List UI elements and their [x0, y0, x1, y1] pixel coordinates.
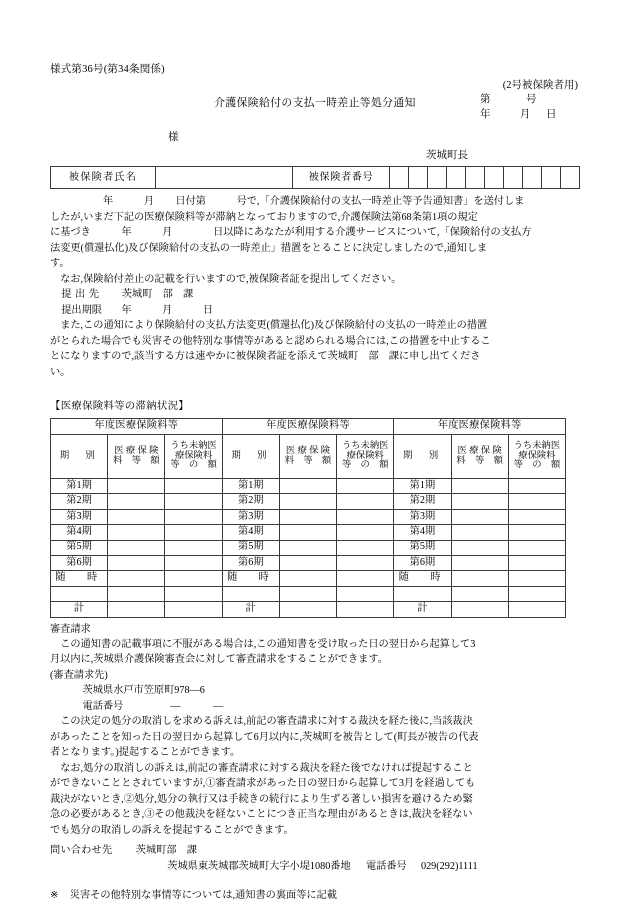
date-year-label: 年	[480, 108, 491, 120]
unpaid-cell[interactable]	[165, 586, 222, 601]
submit-to-value: 茨城町 部 課	[121, 289, 194, 301]
contact-label: 問い合わせ先	[50, 845, 113, 857]
submit-to-row	[50, 287, 580, 303]
table-row	[51, 571, 566, 586]
appeal-paragraph-3-line3: 裁決がないとき,②処分,処分の執行又は手続きの続行により生ずる著しい損害を避けるため緊	[50, 793, 473, 805]
appeal-destination-address: 茨城県水戸市笠原町978—6	[82, 685, 205, 697]
unpaid-cell[interactable]	[508, 540, 565, 555]
arrears-col-unpaid-line: うち未納医	[513, 440, 561, 451]
arrears-col-unpaid-line: うち未納医	[170, 440, 217, 451]
appeal-destination-label: (審査請求先)	[50, 669, 108, 681]
appeal-paragraph-2-line2: があったことを知った日の翌日から起算して6月以内に,茨城町を被告として(町長が被告の代表	[50, 731, 479, 743]
unpaid-cell[interactable]	[508, 479, 565, 494]
period-label: 第1期	[394, 479, 451, 494]
body-paragraph-3-line3: とになりますので,該当する方は速やかに被保険者証を添えて茨城町 部 課に申し出てくださ	[50, 351, 481, 363]
insured-number-digit[interactable]	[485, 167, 504, 189]
amount-cell[interactable]	[108, 556, 165, 571]
period-label: 第4期	[222, 525, 279, 540]
amount-cell[interactable]	[451, 556, 508, 571]
period-label: 第3期	[51, 509, 108, 524]
arrears-table	[50, 418, 566, 618]
amount-cell[interactable]	[108, 586, 165, 601]
total-label: 計	[51, 602, 108, 617]
insured-number-digit[interactable]	[428, 167, 447, 189]
insured-number-digit[interactable]	[447, 167, 466, 189]
insured-number-digit[interactable]	[523, 167, 542, 189]
body-paragraph-2: なお,保険給付差止の記載を行いますので,被保険者証を提出してください。	[60, 273, 402, 285]
unpaid-cell[interactable]	[337, 494, 394, 509]
addressee-honorific: 様	[168, 131, 179, 143]
para1-line3-tail: 日以降にあなたが利用する介護サービスについて,「保険給付の支払方	[213, 227, 532, 239]
amount-cell[interactable]	[108, 525, 165, 540]
arrears-col-unpaid-line: 等 の 額	[341, 460, 389, 471]
unpaid-cell[interactable]	[337, 586, 394, 601]
unpaid-cell[interactable]	[165, 479, 222, 494]
insured-kind-label: (2号被保険者用)	[502, 79, 578, 91]
amount-cell[interactable]	[108, 479, 165, 494]
unpaid-cell[interactable]	[337, 571, 394, 586]
arrears-col-amount	[279, 435, 336, 479]
body-paragraph-1	[50, 194, 580, 210]
arrears-section-title: 【医療保険料等の滞納状況】	[50, 401, 189, 413]
arrears-col-period: 期 別	[222, 435, 279, 479]
body-paragraph-1-line4: 法変更(償還払化)及び保険給付の支払の一時差止」措置をとることに決定しましたので,通知しま	[50, 242, 488, 254]
para1-month: 月	[143, 196, 154, 208]
arrears-col-amount-line: 医 療 保 険	[285, 445, 331, 456]
para1-y2: 年	[121, 227, 132, 239]
footnote-row	[50, 888, 580, 903]
table-row	[51, 509, 566, 524]
form-sheet	[50, 62, 580, 903]
insured-number-digit[interactable]	[504, 167, 523, 189]
period-label-blank[interactable]	[394, 586, 451, 601]
total-amount-cell[interactable]	[451, 602, 508, 617]
period-label: 第6期	[51, 556, 108, 571]
unpaid-cell[interactable]	[165, 494, 222, 509]
period-label: 第5期	[222, 540, 279, 555]
amount-cell[interactable]	[279, 509, 336, 524]
total-label: 計	[222, 602, 279, 617]
period-label-anytime: 随 時	[394, 571, 451, 586]
period-label: 第5期	[394, 540, 451, 555]
para1-tail: 号で,「介護保険給付の支払一時差止等予告通知書」を送付しま	[236, 196, 525, 208]
unpaid-cell[interactable]	[508, 494, 565, 509]
contact-department: 部 課	[166, 845, 197, 857]
issuer-name: 茨城町長	[426, 149, 468, 161]
submit-to-label: 提出先	[61, 289, 103, 301]
insured-number-digit[interactable]	[409, 167, 428, 189]
unpaid-cell[interactable]	[508, 556, 565, 571]
unpaid-cell[interactable]	[337, 509, 394, 524]
para1-m2: 月	[162, 227, 173, 239]
body-paragraph-1-line5: す。	[50, 258, 70, 270]
period-label: 第2期	[222, 494, 279, 509]
amount-cell[interactable]	[279, 525, 336, 540]
unpaid-cell[interactable]	[165, 556, 222, 571]
amount-cell[interactable]	[279, 540, 336, 555]
table-row	[51, 479, 566, 494]
arrears-col-period: 期 別	[51, 435, 108, 479]
appeal-tel-dash: —	[213, 700, 224, 712]
arrears-col-period: 期 別	[394, 435, 451, 479]
arrears-column-header-row	[51, 435, 566, 479]
document-number-line	[480, 92, 572, 107]
contact-tel-label: 電話番号	[365, 860, 407, 872]
amount-cell[interactable]	[451, 540, 508, 555]
period-label: 第1期	[51, 479, 108, 494]
contact-tel-value: 029(292)1111	[420, 860, 478, 872]
amount-cell[interactable]	[108, 494, 165, 509]
footnote-mark-icon: ※	[50, 890, 59, 902]
body-paragraph-1-line3	[50, 225, 580, 241]
arrears-col-amount-line: 医 療 保 険	[457, 445, 502, 456]
amount-cell[interactable]	[451, 479, 508, 494]
table-row	[51, 602, 566, 617]
insured-name-label: 被保険者氏名	[51, 167, 156, 189]
unpaid-cell[interactable]	[165, 540, 222, 555]
appeal-paragraph-2-line3: 者となります。)提起することができます。	[50, 747, 241, 759]
document-number-block	[480, 92, 572, 122]
appeal-paragraph-1-line1: この通知書の記載事項に不服がある場合は,この通知書を受け取った日の翌日から起算して3	[60, 638, 476, 650]
appeal-section-heading: 審査請求	[50, 623, 91, 635]
appeal-tel-label: 電話番号	[82, 700, 124, 712]
period-label: 第4期	[394, 525, 451, 540]
para1-basis: に基づき	[50, 227, 91, 239]
arrears-col-unpaid-line: 療保険料	[346, 450, 384, 461]
period-label: 第1期	[222, 479, 279, 494]
appeal-paragraph-3-line2: ができないこととされていますが,①審査請求があった日の翌日から起算して3月を経過しても	[50, 778, 476, 790]
unpaid-cell[interactable]	[337, 556, 394, 571]
submit-due-day: 日	[202, 304, 214, 316]
period-label: 第2期	[51, 494, 108, 509]
table-row	[51, 494, 566, 509]
arrears-group-header-row	[51, 419, 566, 435]
appeal-paragraph-3-line1: なお,処分の取消しの訴えは,前記の審査請求に対する裁決を経た後でなければ提起すること	[60, 762, 473, 774]
document-date-line	[480, 107, 572, 122]
arrears-col-amount-line: 料 等 額	[284, 455, 332, 466]
arrears-col-unpaid	[165, 435, 222, 479]
arrears-col-amount	[108, 435, 165, 479]
period-label: 第5期	[51, 540, 108, 555]
arrears-col-unpaid-line: うち未納医	[341, 440, 389, 451]
amount-cell[interactable]	[279, 556, 336, 571]
arrears-group-header: 年度医療保険料等	[222, 419, 394, 435]
table-row	[51, 556, 566, 571]
arrears-col-unpaid	[508, 435, 565, 479]
amount-cell[interactable]	[279, 586, 336, 601]
period-label: 第4期	[51, 525, 108, 540]
submit-due-row	[50, 303, 580, 319]
arrears-col-unpaid	[337, 435, 394, 479]
submit-due-month: 月	[162, 304, 173, 316]
unpaid-cell[interactable]	[508, 509, 565, 524]
form-number: 様式第36号(第34条関係)	[50, 64, 165, 75]
period-label: 第6期	[394, 556, 451, 571]
unpaid-cell[interactable]	[165, 525, 222, 540]
amount-cell[interactable]	[451, 586, 508, 601]
insured-number-label: 被保険者番号	[293, 167, 390, 189]
amount-cell[interactable]	[279, 494, 336, 509]
period-label: 第3期	[222, 509, 279, 524]
unpaid-cell[interactable]	[337, 540, 394, 555]
appeal-tel-dash: —	[170, 700, 181, 712]
amount-cell[interactable]	[279, 571, 336, 586]
unpaid-cell[interactable]	[508, 571, 565, 586]
arrears-col-amount-line: 医 療 保 険	[114, 445, 159, 456]
appeal-paragraph-1-line2: 月以内に,茨城県介護保険審査会に対して審査請求をすることができます。	[50, 654, 388, 666]
para1-day-num: 日付第	[175, 196, 206, 208]
insured-number-digit[interactable]	[561, 167, 580, 189]
date-day-label: 日	[545, 108, 557, 120]
para1-year: 年	[103, 196, 114, 208]
unpaid-cell[interactable]	[508, 586, 565, 601]
table-row	[51, 167, 580, 189]
insured-name-value[interactable]	[156, 167, 293, 189]
appeal-paragraph-2-line1: この決定の処分の取消しを求める訴えは,前記の審査請求に対する裁決を経た後に,当該裁決	[60, 716, 473, 728]
amount-cell[interactable]	[451, 494, 508, 509]
arrears-col-unpaid-line: 等 の 額	[170, 460, 217, 471]
insured-number-digit[interactable]	[542, 167, 561, 189]
arrears-col-amount	[451, 435, 508, 479]
amount-cell[interactable]	[108, 509, 165, 524]
table-row	[51, 540, 566, 555]
table-row	[51, 586, 566, 601]
period-label-blank[interactable]	[51, 586, 108, 601]
insured-info-table	[50, 166, 580, 189]
footnote-text: 災害その他特別な事情等については,通知書の裏面等に記載	[69, 890, 337, 902]
date-month-label: 月	[519, 108, 531, 120]
arrears-col-amount-line: 料 等 額	[456, 455, 503, 466]
table-row	[51, 525, 566, 540]
arrears-col-amount-line: 料 等 額	[113, 455, 160, 466]
number-suffix-label: 号	[526, 93, 537, 105]
amount-cell[interactable]	[108, 540, 165, 555]
unpaid-cell[interactable]	[165, 509, 222, 524]
body-paragraph-3-line1: また,この通知により保険給付の支払方法変更(償還払化)及び保険給付の支払の一時差止の措置	[60, 320, 488, 332]
arrears-col-unpaid-line: 等 の 額	[513, 460, 561, 471]
document-title: 介護保険給付の支払一時差止等処分通知	[214, 96, 416, 109]
amount-cell[interactable]	[108, 571, 165, 586]
contact-address: 茨城県東茨城郡茨城町大字小堤1080番地	[167, 860, 351, 872]
period-label-blank[interactable]	[222, 586, 279, 601]
contact-row	[50, 843, 580, 858]
insured-number-digit[interactable]	[466, 167, 485, 189]
submit-due-year: 年	[121, 304, 132, 316]
main-body	[50, 194, 580, 380]
period-label: 第6期	[222, 556, 279, 571]
period-label-anytime: 随 時	[51, 571, 108, 586]
body-paragraph-1-line2: したが,いまだ下記の医療保険料等が滞納となっておりますので,介護保険法第68条第1項の規定	[50, 211, 478, 223]
arrears-group-header: 年度医療保険料等	[51, 419, 223, 435]
unpaid-cell[interactable]	[508, 525, 565, 540]
submit-due-label: 提出期限	[61, 304, 102, 316]
unpaid-cell[interactable]	[165, 571, 222, 586]
appeal-destination-tel-row	[50, 699, 580, 715]
unpaid-cell[interactable]	[337, 525, 394, 540]
total-unpaid-cell[interactable]	[337, 602, 394, 617]
contact-office: 茨城町	[135, 845, 167, 857]
title-area	[50, 78, 580, 120]
amount-cell[interactable]	[279, 479, 336, 494]
total-amount-cell[interactable]	[108, 602, 165, 617]
appeal-paragraph-3-line5: でも処分の取消しの訴えを提起することができます。	[50, 824, 294, 836]
total-label: 計	[394, 602, 451, 617]
amount-cell[interactable]	[451, 509, 508, 524]
total-unpaid-cell[interactable]	[508, 602, 565, 617]
contact-address-row	[50, 859, 580, 875]
amount-cell[interactable]	[451, 571, 508, 586]
arrears-col-unpaid-line: 療保険料	[518, 450, 556, 461]
insured-number-digit[interactable]	[390, 167, 409, 189]
arrears-col-unpaid-line: 療保険料	[174, 450, 213, 461]
amount-cell[interactable]	[451, 525, 508, 540]
body-paragraph-3-line4: い。	[50, 366, 71, 378]
number-prefix-label: 第	[480, 93, 491, 105]
body-paragraph-3-line2: がとられた場合でも災害その他特別な事情等があると認められる場合には,この措置を中止するこ	[50, 335, 491, 347]
total-amount-cell[interactable]	[279, 602, 336, 617]
period-label: 第3期	[394, 509, 451, 524]
period-label: 第2期	[394, 494, 451, 509]
appeal-paragraph-3-line4: 急の必要があるとき,③その他裁決を経ないことにつき正当な理由があるときは,裁決を経ない	[50, 809, 473, 821]
arrears-group-header: 年度医療保険料等	[394, 419, 566, 435]
total-unpaid-cell[interactable]	[165, 602, 222, 617]
period-label-anytime: 随 時	[222, 571, 279, 586]
unpaid-cell[interactable]	[337, 479, 394, 494]
